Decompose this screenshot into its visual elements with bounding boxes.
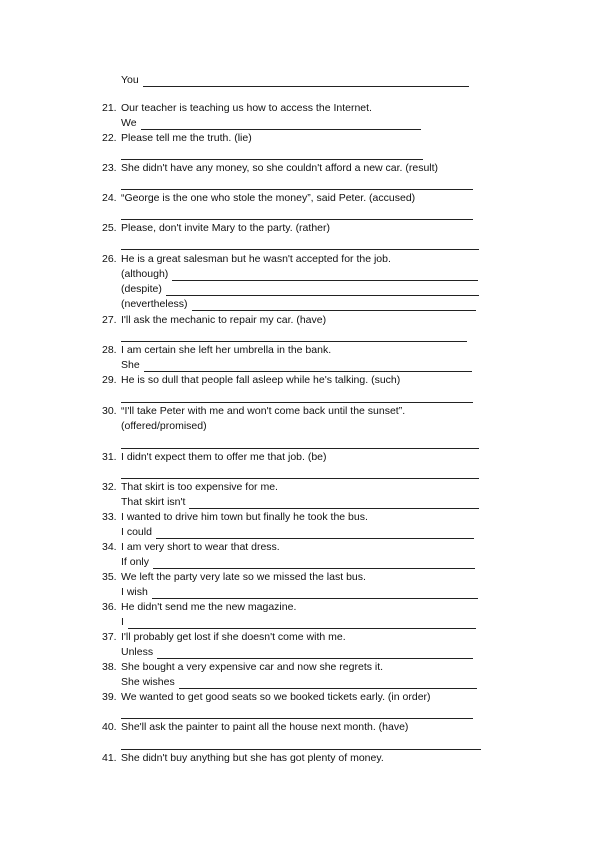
answer-blank[interactable] bbox=[121, 179, 473, 190]
line-text: She bought a very expensive car and now she regrets it. bbox=[121, 661, 384, 673]
answer-line bbox=[121, 555, 475, 569]
line-text: She didn't have any money, so she couldn't afford a new car. (result) bbox=[121, 162, 439, 174]
answer-line bbox=[121, 236, 479, 250]
line-text: You bbox=[121, 74, 139, 86]
exercise-number: 34. bbox=[102, 541, 117, 553]
exercise-number: 33. bbox=[102, 511, 117, 523]
answer-line bbox=[121, 282, 479, 296]
answer-blank[interactable] bbox=[172, 270, 478, 281]
line-text: She didn't buy anything but she has got plenty of money. bbox=[121, 752, 384, 764]
answer-line bbox=[121, 675, 477, 689]
exercise-number: 41. bbox=[102, 752, 117, 764]
answer-line bbox=[121, 736, 481, 750]
answer-line bbox=[121, 328, 467, 342]
answer-blank[interactable] bbox=[179, 678, 477, 689]
exercise-number: 28. bbox=[102, 344, 117, 356]
exercise-number: 21. bbox=[102, 102, 117, 114]
answer-blank[interactable] bbox=[143, 76, 469, 87]
exercise-number: 32. bbox=[102, 481, 117, 493]
line-text: I'll probably get lost if she doesn't come with me. bbox=[121, 631, 346, 643]
answer-line bbox=[121, 615, 476, 629]
exercise-line bbox=[102, 751, 384, 765]
exercise-number: 37. bbox=[102, 631, 117, 643]
answer-line bbox=[121, 146, 423, 160]
answer-line bbox=[121, 645, 473, 659]
line-text: We bbox=[121, 117, 137, 129]
exercise-line bbox=[102, 373, 400, 387]
exercise-number: 38. bbox=[102, 661, 117, 673]
line-text: I wanted to drive him town but finally he took the bus. bbox=[121, 511, 368, 523]
answer-blank[interactable] bbox=[121, 239, 479, 250]
answer-blank[interactable] bbox=[166, 285, 479, 296]
line-text: Please tell me the truth. (lie) bbox=[121, 132, 252, 144]
line-text: (although) bbox=[121, 268, 169, 280]
exercise-number: 40. bbox=[102, 721, 117, 733]
exercise-line bbox=[121, 419, 207, 433]
answer-line bbox=[121, 495, 479, 509]
answer-blank[interactable] bbox=[121, 149, 423, 160]
line-text: “George is the one who stole the money”, said Peter. (accused) bbox=[121, 192, 416, 204]
answer-line bbox=[121, 435, 479, 449]
line-text: Our teacher is teaching us how to access the Internet. bbox=[121, 102, 372, 114]
line-text: If only bbox=[121, 556, 150, 568]
answer-line bbox=[121, 116, 421, 130]
line-text: He didn't send me the new magazine. bbox=[121, 601, 297, 613]
exercise-line bbox=[102, 600, 296, 614]
exercise-line bbox=[102, 660, 383, 674]
line-text: (nevertheless) bbox=[121, 298, 188, 310]
line-text: I am very short to wear that dress. bbox=[121, 541, 280, 553]
exercise-line bbox=[102, 480, 278, 494]
line-text: She bbox=[121, 359, 140, 371]
line-text: We left the party very late so we missed the last bus. bbox=[121, 571, 366, 583]
exercise-number: 30. bbox=[102, 405, 117, 417]
exercise-line bbox=[102, 690, 431, 704]
line-text: We wanted to get good seats so we booked tickets early. (in order) bbox=[121, 691, 431, 703]
exercise-number: 24. bbox=[102, 192, 117, 204]
line-text: He is a great salesman but he wasn't accepted for the job. bbox=[121, 253, 391, 265]
answer-line bbox=[121, 297, 476, 311]
exercise-number: 27. bbox=[102, 314, 117, 326]
line-text: I could bbox=[121, 526, 152, 538]
answer-line bbox=[121, 389, 473, 403]
exercise-number: 22. bbox=[102, 132, 117, 144]
answer-blank[interactable] bbox=[157, 648, 473, 659]
line-text: She'll ask the painter to paint all the house next month. (have) bbox=[121, 721, 409, 733]
exercise-line bbox=[102, 161, 438, 175]
exercise-line bbox=[102, 252, 391, 266]
exercise-number: 25. bbox=[102, 222, 117, 234]
answer-blank[interactable] bbox=[121, 708, 473, 719]
answer-blank[interactable] bbox=[153, 558, 475, 569]
answer-blank[interactable] bbox=[141, 119, 421, 130]
line-text: (offered/promised) bbox=[121, 420, 207, 432]
answer-blank[interactable] bbox=[121, 209, 473, 220]
answer-line bbox=[121, 206, 473, 220]
exercise-line bbox=[102, 450, 327, 464]
answer-blank[interactable] bbox=[152, 588, 478, 599]
answer-blank[interactable] bbox=[189, 498, 479, 509]
answer-blank[interactable] bbox=[121, 739, 481, 750]
line-text: That skirt is too expensive for me. bbox=[121, 481, 278, 493]
exercise-line bbox=[102, 404, 405, 418]
answer-line bbox=[121, 525, 474, 539]
line-text: Please, don't invite Mary to the party. (rather) bbox=[121, 222, 330, 234]
exercise-line bbox=[102, 343, 331, 357]
line-text: I am certain she left her umbrella in the bank. bbox=[121, 344, 332, 356]
line-text: “I'll take Peter with me and won't come back until the sunset”. bbox=[121, 405, 406, 417]
line-text: Unless bbox=[121, 646, 154, 658]
answer-line bbox=[121, 358, 472, 372]
exercise-line bbox=[102, 101, 372, 115]
line-text: I bbox=[121, 616, 124, 628]
exercise-line bbox=[102, 720, 408, 734]
exercise-number: 23. bbox=[102, 162, 117, 174]
answer-blank[interactable] bbox=[192, 300, 476, 311]
answer-line bbox=[121, 705, 473, 719]
exercise-number: 29. bbox=[102, 374, 117, 386]
exercise-line bbox=[102, 540, 280, 554]
answer-blank[interactable] bbox=[121, 331, 467, 342]
line-text: I wish bbox=[121, 586, 148, 598]
line-text: (despite) bbox=[121, 283, 162, 295]
exercise-line bbox=[102, 313, 326, 327]
line-text: I'll ask the mechanic to repair my car. (have) bbox=[121, 314, 327, 326]
line-text: I didn't expect them to offer me that job. (be) bbox=[121, 451, 327, 463]
answer-blank[interactable] bbox=[121, 468, 479, 479]
line-text: That skirt isn't bbox=[121, 496, 186, 508]
answer-line bbox=[121, 585, 478, 599]
exercise-line bbox=[102, 510, 368, 524]
exercise-line bbox=[102, 570, 366, 584]
exercise-number: 31. bbox=[102, 451, 117, 463]
exercise-line bbox=[102, 630, 346, 644]
exercise-number: 39. bbox=[102, 691, 117, 703]
answer-blank[interactable] bbox=[156, 528, 474, 539]
answer-line bbox=[121, 267, 478, 281]
answer-line bbox=[121, 176, 473, 190]
exercise-number: 26. bbox=[102, 253, 117, 265]
answer-line bbox=[121, 465, 479, 479]
line-text: He is so dull that people fall asleep while he's talking. (such) bbox=[121, 374, 401, 386]
answer-blank[interactable] bbox=[121, 438, 479, 449]
exercise-line bbox=[102, 191, 415, 205]
line-text: She wishes bbox=[121, 676, 175, 688]
answer-blank[interactable] bbox=[128, 618, 476, 629]
exercise-line bbox=[102, 131, 252, 145]
exercise-number: 35. bbox=[102, 571, 117, 583]
answer-blank[interactable] bbox=[121, 392, 473, 403]
answer-blank[interactable] bbox=[144, 361, 472, 372]
exercise-line bbox=[102, 221, 330, 235]
exercise-number: 36. bbox=[102, 601, 117, 613]
answer-line bbox=[121, 73, 469, 87]
